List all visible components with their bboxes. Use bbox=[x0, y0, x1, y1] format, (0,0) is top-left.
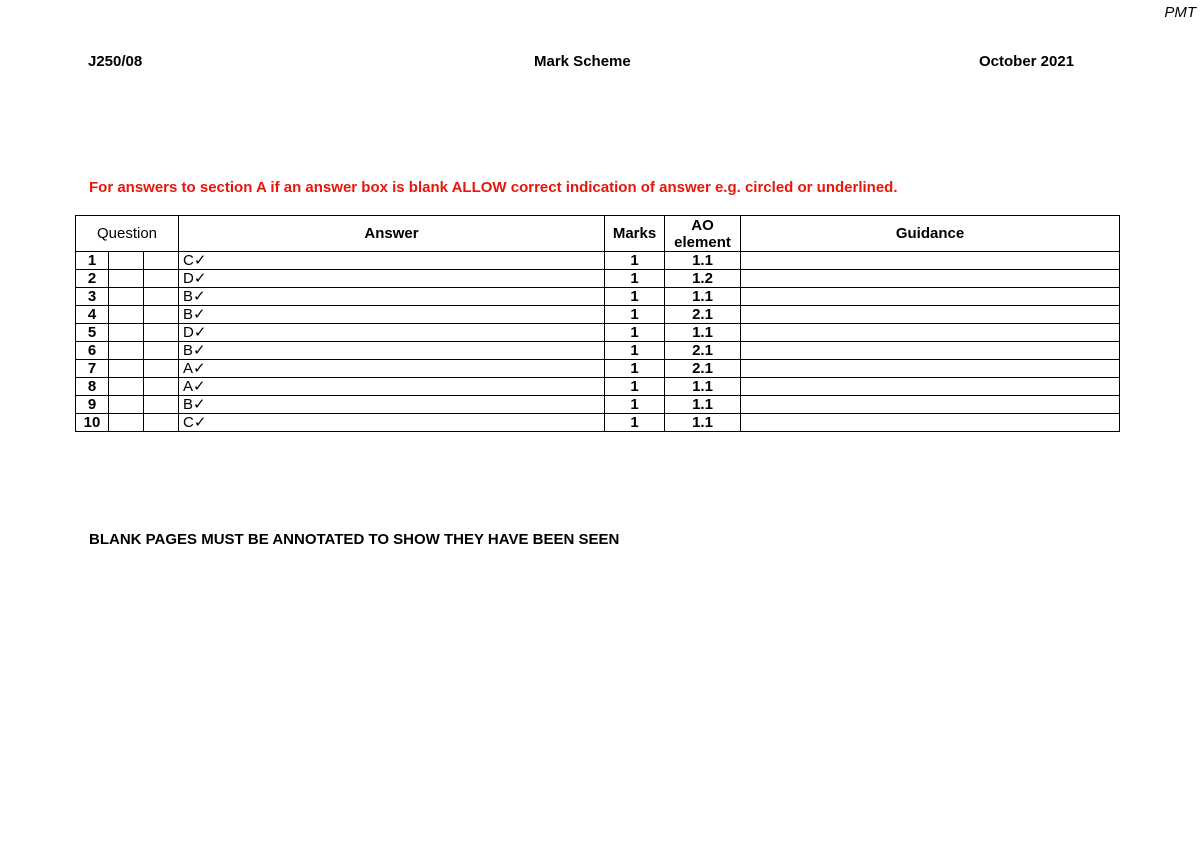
ao-element-cell: 2.1 bbox=[665, 306, 741, 324]
question-number: 3 bbox=[76, 288, 109, 306]
marks-cell: 1 bbox=[605, 342, 665, 360]
document-date: October 2021 bbox=[979, 53, 1075, 70]
guidance-column-header: Guidance bbox=[741, 216, 1120, 252]
question-subpart-cell bbox=[109, 396, 144, 414]
ao-element-cell: 1.1 bbox=[665, 324, 741, 342]
table-row bbox=[76, 306, 1120, 324]
answer-cell: C✓ bbox=[179, 414, 605, 432]
marks-cell: 1 bbox=[605, 360, 665, 378]
ao-element-cell: 2.1 bbox=[665, 342, 741, 360]
table-row bbox=[76, 378, 1120, 396]
ao-element-cell: 1.1 bbox=[665, 252, 741, 270]
answer-cell: B✓ bbox=[179, 306, 605, 324]
guidance-cell bbox=[741, 378, 1120, 396]
question-subsubpart-cell bbox=[144, 288, 179, 306]
question-number: 7 bbox=[76, 360, 109, 378]
question-column-header: Question bbox=[76, 216, 179, 252]
guidance-cell bbox=[741, 324, 1120, 342]
table-row bbox=[76, 252, 1120, 270]
table-row bbox=[76, 360, 1120, 378]
question-number: 4 bbox=[76, 306, 109, 324]
blank-pages-note: BLANK PAGES MUST BE ANNOTATED TO SHOW THEY HAVE BEEN SEEN bbox=[89, 531, 620, 548]
table-row bbox=[76, 396, 1120, 414]
ao-element-cell: 1.1 bbox=[665, 378, 741, 396]
question-subpart-cell bbox=[109, 324, 144, 342]
table-header-row bbox=[76, 216, 1120, 252]
question-subsubpart-cell bbox=[144, 306, 179, 324]
question-subsubpart-cell bbox=[144, 396, 179, 414]
guidance-cell bbox=[741, 306, 1120, 324]
question-subsubpart-cell bbox=[144, 324, 179, 342]
section-a-instruction: For answers to section A if an answer box is blank ALLOW correct indication of answer e.g. circled or underlined. bbox=[89, 179, 898, 196]
guidance-cell bbox=[741, 360, 1120, 378]
marks-cell: 1 bbox=[605, 306, 665, 324]
table-row bbox=[76, 324, 1120, 342]
answer-cell: C✓ bbox=[179, 252, 605, 270]
question-number: 2 bbox=[76, 270, 109, 288]
mark-scheme-table bbox=[75, 215, 1120, 432]
guidance-cell bbox=[741, 396, 1120, 414]
question-number: 9 bbox=[76, 396, 109, 414]
marks-cell: 1 bbox=[605, 252, 665, 270]
answer-cell: A✓ bbox=[179, 378, 605, 396]
marks-column-header: Marks bbox=[605, 216, 665, 252]
question-subpart-cell bbox=[109, 342, 144, 360]
answer-cell: B✓ bbox=[179, 396, 605, 414]
question-subpart-cell bbox=[109, 360, 144, 378]
ao-header-line2: element bbox=[674, 233, 731, 251]
ao-element-cell: 1.2 bbox=[665, 270, 741, 288]
question-subsubpart-cell bbox=[144, 252, 179, 270]
question-subpart-cell bbox=[109, 252, 144, 270]
answer-cell: A✓ bbox=[179, 360, 605, 378]
marks-cell: 1 bbox=[605, 396, 665, 414]
marks-cell: 1 bbox=[605, 270, 665, 288]
answer-cell: D✓ bbox=[179, 324, 605, 342]
question-number: 10 bbox=[76, 414, 109, 432]
answer-cell: D✓ bbox=[179, 270, 605, 288]
question-subpart-cell bbox=[109, 306, 144, 324]
table-row bbox=[76, 342, 1120, 360]
paper-code: J250/08 bbox=[88, 53, 143, 70]
question-subpart-cell bbox=[109, 414, 144, 432]
ao-element-cell: 1.1 bbox=[665, 396, 741, 414]
question-number: 1 bbox=[76, 252, 109, 270]
question-subpart-cell bbox=[109, 378, 144, 396]
ao-element-cell: 1.1 bbox=[665, 288, 741, 306]
question-number: 5 bbox=[76, 324, 109, 342]
question-subpart-cell bbox=[109, 270, 144, 288]
guidance-cell bbox=[741, 270, 1120, 288]
guidance-cell bbox=[741, 342, 1120, 360]
table-row bbox=[76, 270, 1120, 288]
question-subsubpart-cell bbox=[144, 378, 179, 396]
question-number: 6 bbox=[76, 342, 109, 360]
answer-column-header: Answer bbox=[179, 216, 605, 252]
question-subsubpart-cell bbox=[144, 342, 179, 360]
ao-header-line1: AO bbox=[691, 216, 714, 234]
answer-cell: B✓ bbox=[179, 288, 605, 306]
question-subsubpart-cell bbox=[144, 270, 179, 288]
marks-cell: 1 bbox=[605, 324, 665, 342]
guidance-cell bbox=[741, 414, 1120, 432]
table-row bbox=[76, 288, 1120, 306]
guidance-cell bbox=[741, 252, 1120, 270]
ao-element-cell: 1.1 bbox=[665, 414, 741, 432]
question-subsubpart-cell bbox=[144, 360, 179, 378]
question-number: 8 bbox=[76, 378, 109, 396]
guidance-cell bbox=[741, 288, 1120, 306]
marks-cell: 1 bbox=[605, 378, 665, 396]
marks-cell: 1 bbox=[605, 414, 665, 432]
answer-cell: B✓ bbox=[179, 342, 605, 360]
document-title: Mark Scheme bbox=[534, 53, 631, 70]
question-subsubpart-cell bbox=[144, 414, 179, 432]
question-subpart-cell bbox=[109, 288, 144, 306]
table-row bbox=[76, 414, 1120, 432]
ao-element-column-header bbox=[665, 216, 741, 252]
corner-label: PMT bbox=[1164, 4, 1196, 21]
marks-cell: 1 bbox=[605, 288, 665, 306]
ao-element-cell: 2.1 bbox=[665, 360, 741, 378]
